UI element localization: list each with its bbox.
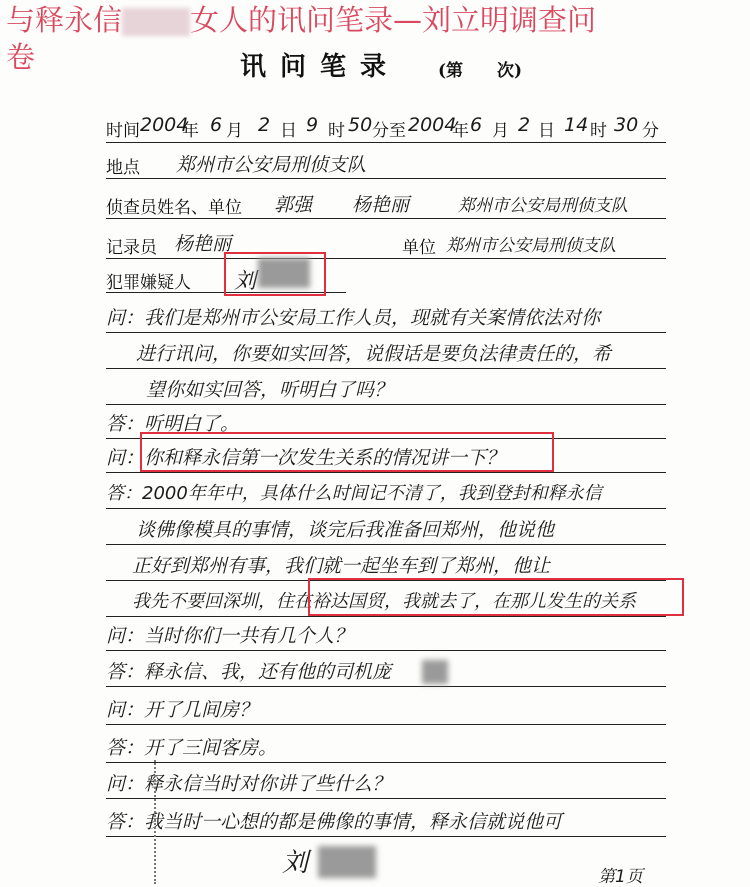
- recorder-row: [106, 224, 666, 259]
- page-number: 第1页: [598, 867, 643, 887]
- line-text: 望你如实回答，听明白了吗？: [146, 379, 394, 401]
- label: 时: [328, 121, 345, 141]
- answer-highlight-box: [308, 578, 684, 616]
- question-highlight-box: [140, 432, 554, 472]
- margin-dotted-line: [154, 760, 156, 884]
- investigator-row: [106, 184, 666, 219]
- end-minute: 30: [614, 114, 639, 136]
- recorder-unit-label: 单位: [402, 238, 436, 258]
- line-text: 答：听明白了。: [106, 413, 240, 435]
- investigator-unit: 郑州市公安局刑侦支队: [458, 196, 628, 216]
- investigator-name-2: 杨艳丽: [352, 194, 410, 216]
- suspect-name: 刘: [234, 269, 257, 294]
- time-row: [106, 108, 666, 143]
- line-text: 答：我当时一心想的都是佛像的事情，释永信就说他可: [106, 811, 563, 833]
- start-minute: 50: [348, 114, 373, 136]
- subtitle-part-b: 次): [497, 61, 523, 81]
- statement-line: [106, 616, 666, 651]
- end-year: 2004: [408, 114, 457, 136]
- statement-line: [106, 370, 666, 405]
- statement-line: [106, 652, 666, 687]
- statement-line: [106, 546, 666, 581]
- place-value: 郑州市公安局刑侦支队: [176, 154, 367, 176]
- label: 日: [538, 121, 555, 141]
- line-text: 进行讯问，你要如实回答，说假话是要负法律责任的，希: [136, 343, 612, 365]
- line-text: 正好到郑州有事，我们就一起坐车到了郑州，他让: [132, 555, 551, 577]
- line-text: 答：开了三间客房。: [106, 737, 278, 759]
- label: 年: [452, 121, 469, 141]
- label: 分: [642, 121, 659, 141]
- start-year: 2004: [140, 114, 189, 136]
- line-text: 问：当时你们一共有几个人？: [106, 625, 354, 647]
- investigator-label: 侦查员姓名、单位: [106, 198, 242, 218]
- statement-line: [106, 764, 666, 799]
- recorder-unit: 郑州市公安局刑侦支队: [446, 236, 616, 256]
- label: 日: [280, 121, 297, 141]
- line-text: 答：2000年年中，具体什么时间记不清了，我到登封和释永信: [106, 483, 602, 504]
- place-row: [106, 144, 666, 179]
- start-month: 6: [210, 114, 223, 136]
- document-subtitle: [438, 56, 522, 81]
- end-hour: 14: [564, 114, 589, 136]
- statement-line: [106, 802, 666, 837]
- start-day: 2: [258, 114, 271, 136]
- place-label: 地点: [106, 158, 140, 178]
- end-day: 2: [518, 114, 531, 136]
- line-text: 问：开了几间房？: [106, 699, 259, 721]
- suspect-highlight-box: [224, 252, 326, 296]
- label: 月: [226, 121, 243, 141]
- label: 年: [182, 121, 199, 141]
- caption-text-a: 与释永信: [6, 3, 123, 37]
- statement-line: [106, 298, 666, 333]
- statement-line: [106, 474, 666, 509]
- redacted-driver-blur: [422, 660, 448, 684]
- line-text: 问：释永信当时对你讲了些什么？: [106, 773, 392, 795]
- statement-line: [106, 690, 666, 725]
- label: 分至: [372, 121, 406, 141]
- label: 时: [590, 121, 607, 141]
- line-text: 谈佛像模具的事情，谈完后我准备回郑州，他说他: [136, 519, 555, 541]
- line-text: 答：释永信、我，还有他的司机庞: [106, 661, 392, 683]
- footer-signature-name: 刘: [282, 848, 309, 878]
- redacted-block: [122, 8, 190, 36]
- line-text: 问：你和释永信第一次发生关系的情况讲一下？: [106, 447, 506, 469]
- line-text: 问：我们是郑州市公安局工作人员，现就有关案情依法对你: [106, 307, 601, 329]
- line-text: 我先不要回深圳，住在裕达国贸，我就去了，在那儿发生的关系: [132, 591, 636, 612]
- caption-text-b: 女人的讯问笔录—刘立明调查问: [190, 3, 597, 37]
- label: 月: [492, 121, 509, 141]
- statement-line: [106, 510, 666, 545]
- recorder-name: 杨艳丽: [174, 233, 232, 255]
- start-hour: 9: [306, 114, 319, 136]
- redacted-signature-blur: [318, 846, 376, 878]
- suspect-label: 犯罪嫌疑人: [106, 273, 191, 293]
- subtitle-part-a: (第: [438, 61, 464, 81]
- document-title: 讯问笔录: [240, 52, 401, 82]
- end-month: 6: [470, 114, 483, 136]
- time-label: 时间: [106, 121, 140, 141]
- recorder-label: 记录员: [106, 238, 157, 258]
- caption-text-c: 卷: [6, 40, 36, 74]
- statement-line: [106, 728, 666, 763]
- statement-line: [106, 334, 666, 369]
- investigator-name-1: 郭强: [274, 194, 313, 216]
